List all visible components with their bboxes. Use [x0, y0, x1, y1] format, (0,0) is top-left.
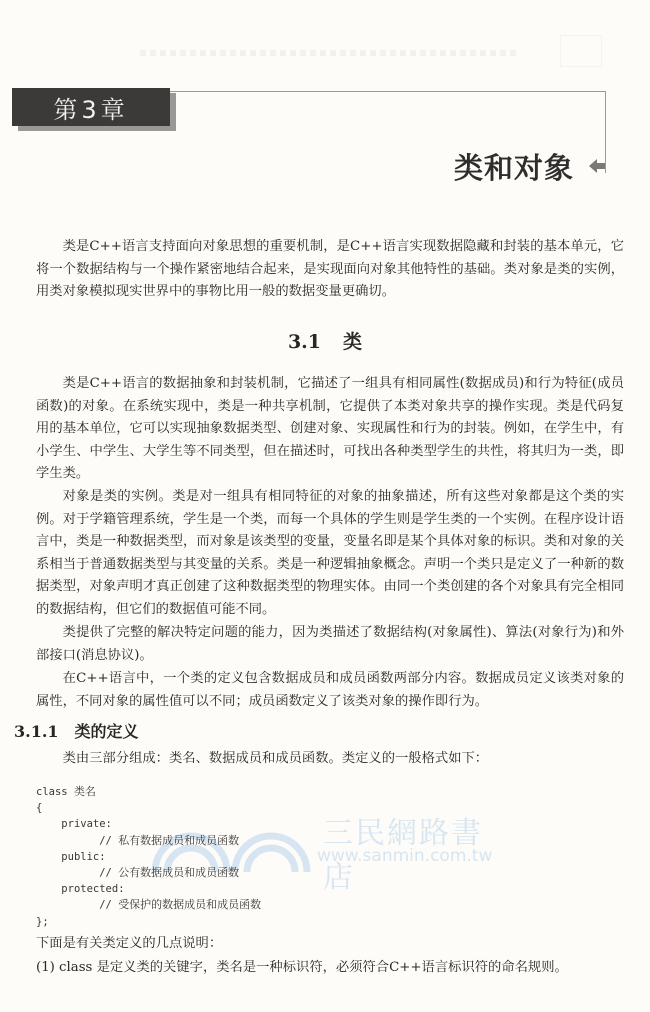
- body-paragraph: 类提供了完整的解决特定问题的能力，因为类描述了数据结构(对象属性)、算法(对象行为)和外部接口(消息协议)。: [36, 625, 624, 663]
- code-line: protected:: [61, 883, 125, 896]
- header-rule: [170, 91, 605, 92]
- arrow-left-icon: [589, 159, 605, 173]
- body-paragraph: 类是C++语言的数据抽象和封装机制，它描述了一组具有相同属性(数据成员)和行为特征(成员函数)的对象。在系统实现中，类是一种共享机制，它提供了本类对象共享的操作实现。类是代码复用的基本单位，它可以实现抽象数据类型、创建对象、实现属性和行为的封装。例如，在学生中，有小学生、中学生、大学生等不同类型，但在描述时，可找出各种类型学生的共性，将其归为一类，即学生类。: [36, 376, 624, 482]
- watermark-url: www.sanmin.com.tw: [317, 846, 493, 866]
- chapter-title: 类和对象: [453, 151, 574, 185]
- watermark-name: 三民網路書店: [323, 816, 483, 895]
- subsection-title: 类的定义: [74, 722, 139, 741]
- subsection-number: 3.1.1: [14, 722, 59, 741]
- body-paragraph: 对象是类的实例。类是对一组具有相同特征的对象的抽象描述，所有这些对象都是这个类的实例。对于学籍管理系统，学生是一个类，而每一个具体的学生则是学生类的一个实例。在程序设计语言中，类是一种数据类型，而对象是该类型的变量，变量名即是某个具体对象的标识。类和对象的关系相当于普通数据类型与其变量的关系。类是一种逻辑抽象概念。声明一个类只是定义了一种新的数据类型，对象声明才真正创建了这种数据类型的物理实体。由同一个类创建的各个对象具有完全相同的数据结构，但它们的数据值可能不同。: [36, 489, 624, 617]
- code-line: // 受保护的数据成员和成员函数: [99, 898, 262, 912]
- note-item: (1) class 是定义类的关键字，类名是一种标识符，必须符合C++语言标识符的命名规则。: [36, 960, 568, 975]
- intro-paragraph: 类是C++语言支持面向对象思想的重要机制，是C++语言实现数据隐藏和封装的基本单元，它将一个数据结构与一个操作紧密地结合起来，是实现面向对象其他特性的基础。类对象是类的实例，用类对象模拟现实世界中的事物比用一般的数据变量更确切。: [36, 239, 624, 300]
- subsection-heading: [14, 719, 139, 742]
- code-block: [36, 784, 436, 930]
- bleed-through-mark: [560, 35, 602, 67]
- chapter-label: 第3章: [53, 95, 129, 124]
- code-line: class 类名: [36, 785, 96, 798]
- chapter-label-box: [12, 88, 170, 126]
- header-vertical-rule: [605, 91, 606, 173]
- bleed-through-mark: [140, 50, 520, 56]
- code-line: };: [36, 915, 49, 928]
- code-line: private:: [61, 818, 112, 831]
- section-number: 3.1: [287, 331, 322, 353]
- code-line: // 私有数据成员和成员函数: [99, 833, 240, 847]
- code-line: // 公有数据成员和成员函数: [99, 865, 240, 879]
- section-heading: [0, 327, 650, 354]
- code-line: public:: [61, 850, 106, 863]
- section-title: 类: [343, 331, 363, 353]
- body-paragraph: 在C++语言中，一个类的定义包含数据成员和成员函数两部分内容。数据成员定义该类对象的属性，不同对象的属性值可以不同；成员函数定义了该类对象的操作即行为。: [36, 671, 624, 709]
- notes-intro: 下面是有关类定义的几点说明：: [36, 936, 223, 951]
- code-line: {: [36, 802, 43, 815]
- subsection-intro: 类由三部分组成：类名、数据成员和成员函数。类定义的一般格式如下：: [62, 751, 489, 766]
